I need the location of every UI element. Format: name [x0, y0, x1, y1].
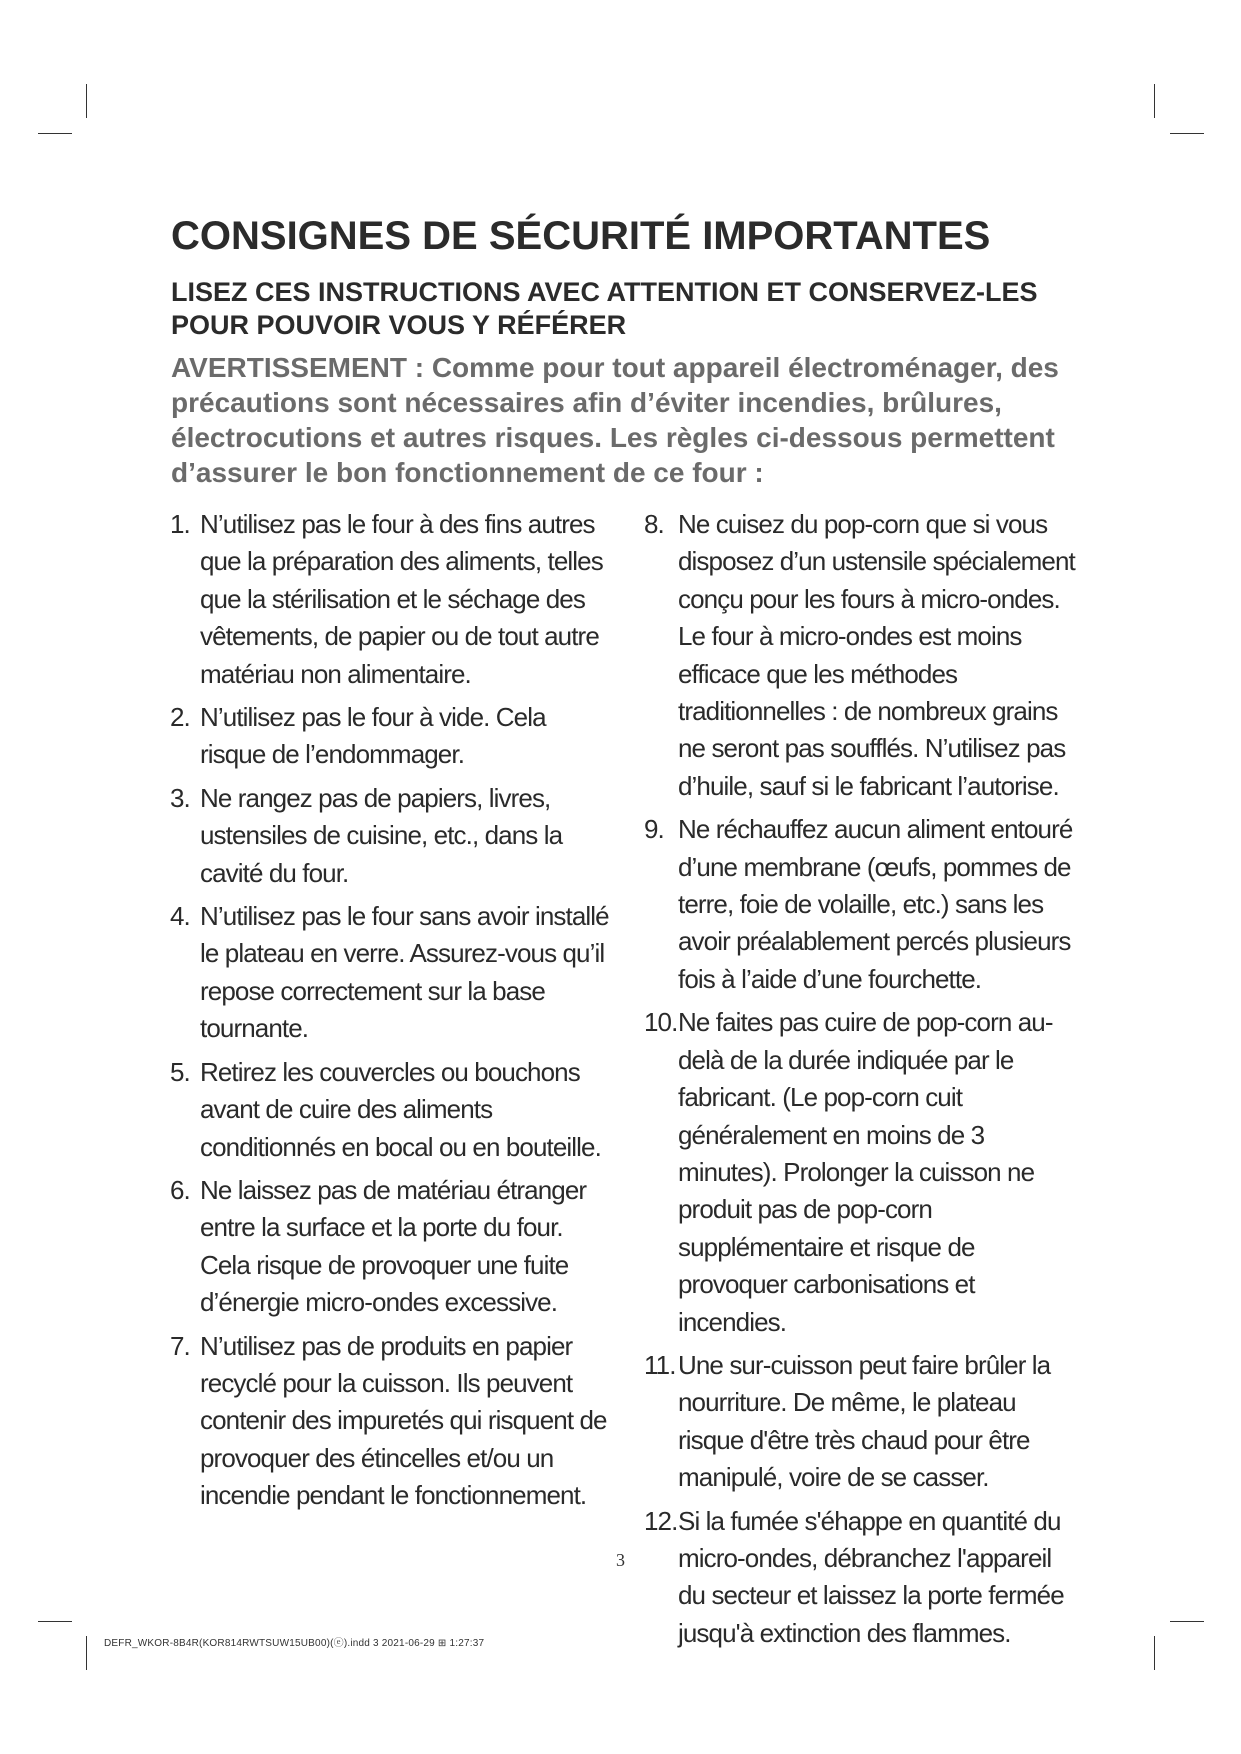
item-text: Ne rangez pas de papiers, livres, ustensiles de cuisine, etc., dans la cavité du four. [200, 782, 563, 888]
item-number: 11. [644, 1349, 676, 1380]
list-item [170, 1328, 610, 1515]
item-text: Une sur-cuisson peut faire brûler la nourriture. De même, le plateau risque d'être très chaud pour être manipulé, voire de se casser. [678, 1349, 1051, 1493]
item-text: N’utilisez pas le four à vide. Cela risque de l’endommager. [200, 702, 546, 770]
crop-mark [1170, 133, 1204, 134]
item-number: 4. [170, 901, 190, 932]
item-number: 8. [644, 509, 664, 539]
item-text: N’utilisez pas le four sans avoir installé le plateau en verre. Assurez-vous qu’il repose correctement sur la base tournante. [200, 901, 609, 1044]
page-number: 3 [616, 1550, 625, 1570]
warning-paragraph: AVERTISSEMENT : Comme pour tout appareil électroménager, des précautions sont nécessaires afin d’éviter incendies, brûlures, électrocutions et autres risques. Les règles ci-dessous permettent d’assurer le bon fonctionnement de ce four : [171, 352, 1059, 488]
page-title: CONSIGNES DE SÉCURITÉ IMPORTANTES [171, 214, 991, 258]
item-number: 3. [170, 782, 190, 813]
item-number: 10. [644, 1007, 678, 1038]
item-text: Ne cuisez du pop-corn que si vous disposez d’un ustensile spécialement conçu pour les fours à micro-ondes. Le four à micro-ondes est moins efficace que les méthodes traditionnelles : de nombreux grains ne seront pas soufflés. N’utilisez pas d’huile, sauf si le fabricant l’autorise. [678, 509, 1075, 801]
list-item [170, 780, 610, 892]
item-text: Ne faites pas cuire de pop-corn au-delà de la durée indiquée par le fabricant. (Le pop-corn cuit généralement en moins de 3 minutes). Prolonger la cuisson ne produit pas de pop-corn supplémentaire et risque de provoquer carbonisations et incendies. [678, 1007, 1053, 1337]
instructions-right-column [644, 506, 1084, 1658]
item-number: 2. [170, 702, 190, 733]
item-text: N’utilisez pas le four à des fins autres que la préparation des aliments, telles que la stérilisation et le séchage des vêtements, de papier ou de tout autre matériau non alimentaire. [200, 509, 603, 689]
list-item [170, 699, 610, 774]
print-slug: DEFR_WKOR-8B4R(KOR814RWTSUW15UB00)(ⓔ).indd 3 2021-06-29 ⊞ 1:27:37 [104, 1638, 485, 1649]
list-item [170, 506, 610, 693]
item-number: 1. [170, 509, 190, 539]
crop-mark [1154, 84, 1155, 118]
item-number: 12. [644, 1505, 678, 1536]
item-text: Ne laissez pas de matériau étranger entre la surface et la porte du four. Cela risque de provoquer une fuite d’énergie micro-ondes excessive. [200, 1174, 587, 1318]
list-item [644, 1004, 1084, 1341]
crop-mark [86, 1636, 87, 1670]
item-number: 5. [170, 1056, 190, 1087]
item-text: N’utilisez pas de produits en papier recyclé pour la cuisson. Ils peuvent contenir des impuretés qui risquent de provoquer des étincelles et/ou un incendie pendant le fonctionnement. [200, 1330, 607, 1511]
item-text: Si la fumée s'éhappe en quantité du micro-ondes, débranchez l'appareil du secteur et laissez la porte fermée jusqu'à extinction des flammes. [678, 1505, 1064, 1648]
page-subtitle: LISEZ CES INSTRUCTIONS AVEC ATTENTION ET CONSERVEZ-LES POUR POUVOIR VOUS Y RÉFÉRER [171, 277, 1038, 340]
item-text: Ne réchauffez aucun aliment entouré d’une membrane (œufs, pommes de terre, foie de volaille, etc.) sans les avoir préalablement percés plusieurs fois à l’aide d’une fourchette. [678, 814, 1073, 994]
list-item [170, 898, 610, 1048]
list-item [644, 506, 1084, 805]
item-number: 6. [170, 1174, 190, 1205]
instructions-left-column [170, 506, 610, 1521]
list-item [644, 1503, 1084, 1653]
item-text: Retirez les couvercles ou bouchons avant de cuire des aliments conditionnés en bocal ou en bouteille. [200, 1056, 601, 1162]
list-item [170, 1054, 610, 1166]
list-item [170, 1172, 610, 1322]
crop-mark [86, 84, 87, 118]
crop-mark [38, 1621, 72, 1622]
list-item [644, 811, 1084, 998]
crop-mark [38, 133, 72, 134]
item-number: 9. [644, 814, 664, 845]
crop-mark [1170, 1621, 1204, 1622]
crop-mark [1154, 1636, 1155, 1670]
list-item [644, 1347, 1084, 1497]
item-number: 7. [170, 1330, 190, 1361]
